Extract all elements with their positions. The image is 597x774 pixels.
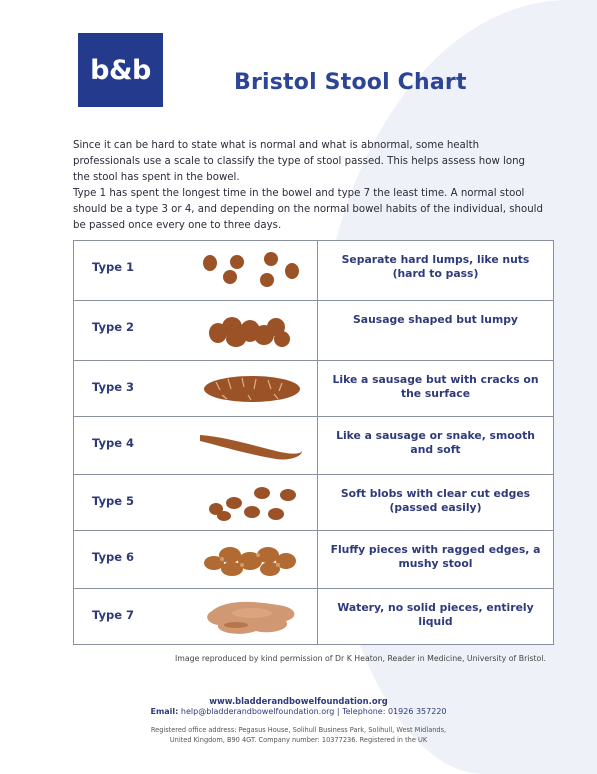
type-label: Type 5 [92, 494, 135, 508]
description-cell [318, 475, 554, 531]
email-label: Email: [150, 707, 179, 716]
watery-liquid-illustration [196, 593, 308, 641]
intro-paragraph-1: Since it can be hard to state what is normal and what is abnormal, some health professionals use a scale to classify the type of stool passed. This helps assess how long the stool has spent in the bowel. [73, 140, 526, 183]
hard-lumps-illustration [196, 245, 308, 293]
registered-line-1: Registered office address: Pegasus House, Solihull Business Park, Solihull, West Midlands, [150, 726, 447, 734]
type-cell [74, 417, 318, 475]
type-description: Soft blobs with clear cut edges (passed easily) [340, 487, 531, 514]
table-row [74, 417, 554, 475]
type-label: Type 6 [92, 550, 135, 564]
table-row [74, 531, 554, 589]
table-row [74, 241, 554, 301]
type-description: Separate hard lumps, like nuts (hard to pass) [341, 253, 530, 280]
description-cell [318, 361, 554, 417]
table-row [74, 361, 554, 417]
cracked-sausage-illustration [196, 365, 308, 413]
registered-office-text [0, 725, 597, 745]
table-row [74, 475, 554, 531]
soft-blobs-illustration [196, 479, 308, 527]
type-description: Watery, no solid pieces, entirely liquid [337, 601, 534, 628]
image-credit-caption: Image reproduced by kind permission of Dr K Heaton, Reader in Medicine, University of Bristol. [175, 654, 546, 663]
type-cell [74, 301, 318, 361]
type-cell [74, 241, 318, 301]
table-row [74, 301, 554, 361]
brand-logo [78, 33, 163, 107]
type-description: Like a sausage or snake, smooth and soft [336, 429, 535, 456]
type-cell [74, 361, 318, 417]
type-label: Type 1 [92, 260, 135, 274]
type-cell [74, 531, 318, 589]
type-description: Like a sausage but with cracks on the surface [332, 373, 539, 400]
type-description: Sausage shaped but lumpy [353, 313, 518, 326]
footer-website-link[interactable]: www.bladderandbowelfoundation.org [209, 696, 388, 706]
type-label: Type 3 [92, 380, 135, 394]
description-cell [318, 417, 554, 475]
description-cell [318, 589, 554, 645]
page-title: Bristol Stool Chart [234, 70, 467, 95]
type-label: Type 2 [92, 320, 135, 334]
footer-contact [0, 707, 597, 716]
registered-line-2: United Kingdom, B90 4GT. Company number: 10377236. Registered in the UK [169, 736, 428, 744]
type-label: Type 4 [92, 436, 135, 450]
type-label: Type 7 [92, 608, 135, 622]
description-cell [318, 241, 554, 301]
type-cell [74, 475, 318, 531]
type-cell [74, 589, 318, 645]
description-cell [318, 301, 554, 361]
lumpy-sausage-illustration [196, 305, 308, 353]
type-description: Fluffy pieces with ragged edges, a mushy stool [330, 543, 541, 570]
intro-paragraph-2: Type 1 has spent the longest time in the bowel and type 7 the least time. A normal stool should be a type 3 or 4, and depending on the normal bowel habits of the individual, should be passed once every one to three days. [73, 188, 543, 231]
logo-text: b&b [90, 54, 151, 86]
table-row [74, 589, 554, 645]
stool-chart-table [73, 240, 554, 645]
footer-contact-details[interactable]: help@bladderandbowelfoundation.org | Telephone: 01926 357220 [180, 707, 447, 716]
fluffy-pieces-illustration [196, 535, 308, 583]
smooth-snake-illustration [196, 421, 308, 469]
description-cell [318, 531, 554, 589]
